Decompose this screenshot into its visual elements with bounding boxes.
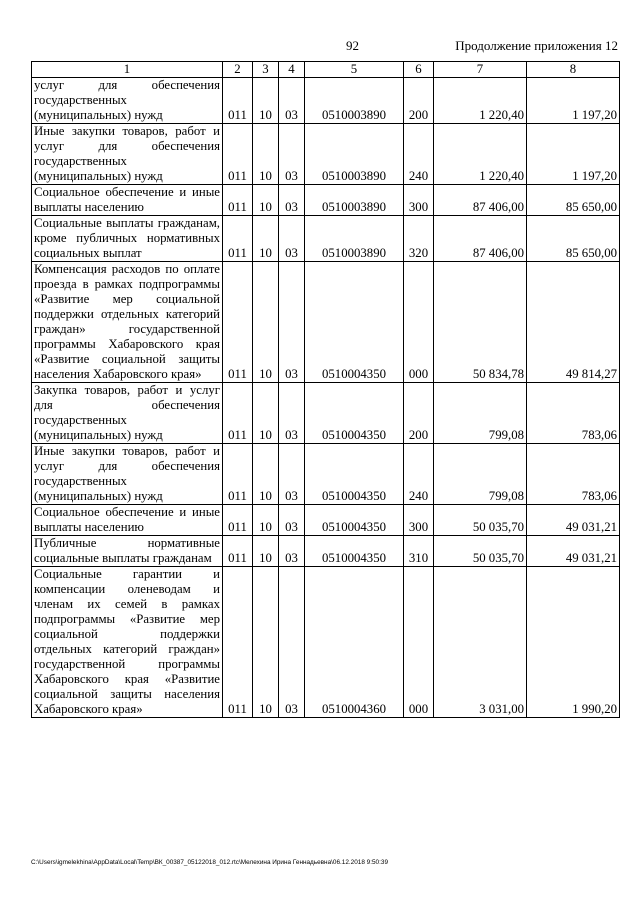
cell-section: 10 [253, 185, 279, 216]
row-name: услуг для обеспечения государственных (муниципальных) нужд [32, 78, 223, 124]
cell-target-article: 0510003890 [305, 216, 404, 262]
cell-expense-type: 300 [404, 185, 434, 216]
cell-admin-code: 011 [223, 536, 253, 567]
file-path-footer: C:\Users\igmelekhina\AppData\Local\Temp\ВК_00387_05122018_012.rtc\Мелехина Ирина Геннадьевна\06.12.2018 9:50:39 [31, 859, 388, 866]
cell-subsection: 03 [279, 124, 305, 185]
table-header-row [32, 62, 620, 78]
row-name: Социальные выплаты гражданам, кроме публичных нормативных социальных выплат [32, 216, 223, 262]
cell-expense-type: 240 [404, 444, 434, 505]
table-row [32, 383, 620, 444]
column-header: 8 [527, 62, 620, 78]
table-row [32, 216, 620, 262]
cell-amount-1: 799,08 [434, 444, 527, 505]
cell-admin-code: 011 [223, 185, 253, 216]
cell-amount-2: 783,06 [527, 383, 620, 444]
table-row [32, 262, 620, 383]
continuation-note: Продолжение приложения 12 [455, 38, 618, 53]
cell-section: 10 [253, 124, 279, 185]
row-name: Публичные нормативные социальные выплаты гражданам [32, 536, 223, 567]
cell-section: 10 [253, 567, 279, 718]
row-name: Закупка товаров, работ и услуг для обеспечения государственных (муниципальных) нужд [32, 383, 223, 444]
cell-expense-type: 200 [404, 383, 434, 444]
row-name: Социальные гарантии и компенсации оленеводам и членам их семей в рамках подпрограммы «Развитие мер социальной поддержки отдельных категорий граждан» государственной программы Хабаровского края «Развитие социальной защиты населения Хабаровского края» [32, 567, 223, 718]
cell-subsection: 03 [279, 505, 305, 536]
table-row [32, 505, 620, 536]
cell-amount-2: 49 031,21 [527, 505, 620, 536]
cell-subsection: 03 [279, 536, 305, 567]
table-row [32, 78, 620, 124]
cell-target-article: 0510003890 [305, 185, 404, 216]
cell-target-article: 0510003890 [305, 78, 404, 124]
cell-section: 10 [253, 383, 279, 444]
cell-amount-2: 85 650,00 [527, 216, 620, 262]
cell-subsection: 03 [279, 185, 305, 216]
table-row [32, 124, 620, 185]
table-row [32, 185, 620, 216]
cell-target-article: 0510004350 [305, 383, 404, 444]
cell-amount-2: 1 990,20 [527, 567, 620, 718]
cell-expense-type: 200 [404, 78, 434, 124]
cell-amount-1: 50 035,70 [434, 536, 527, 567]
cell-section: 10 [253, 216, 279, 262]
cell-amount-2: 1 197,20 [527, 78, 620, 124]
cell-subsection: 03 [279, 444, 305, 505]
table-row [32, 536, 620, 567]
cell-subsection: 03 [279, 78, 305, 124]
cell-target-article: 0510004350 [305, 505, 404, 536]
cell-admin-code: 011 [223, 505, 253, 536]
cell-amount-1: 87 406,00 [434, 185, 527, 216]
row-name: Социальное обеспечение и иные выплаты населению [32, 505, 223, 536]
cell-subsection: 03 [279, 216, 305, 262]
cell-section: 10 [253, 444, 279, 505]
cell-subsection: 03 [279, 383, 305, 444]
cell-amount-1: 799,08 [434, 383, 527, 444]
cell-admin-code: 011 [223, 124, 253, 185]
cell-amount-1: 1 220,40 [434, 124, 527, 185]
cell-expense-type: 000 [404, 262, 434, 383]
cell-subsection: 03 [279, 262, 305, 383]
cell-section: 10 [253, 536, 279, 567]
row-name: Компенсация расходов по оплате проезда в рамках подпрограммы «Развитие мер социальной поддержки отдельных категорий граждан» государственной программы Хабаровского края «Развитие социальной защиты населения Хабаровского края» [32, 262, 223, 383]
cell-expense-type: 000 [404, 567, 434, 718]
table-row [32, 444, 620, 505]
table-row [32, 567, 620, 718]
cell-amount-1: 50 834,78 [434, 262, 527, 383]
cell-target-article: 0510003890 [305, 124, 404, 185]
column-header: 5 [305, 62, 404, 78]
cell-section: 10 [253, 78, 279, 124]
cell-target-article: 0510004350 [305, 444, 404, 505]
cell-subsection: 03 [279, 567, 305, 718]
cell-amount-2: 1 197,20 [527, 124, 620, 185]
column-header: 3 [253, 62, 279, 78]
cell-expense-type: 300 [404, 505, 434, 536]
page-number: 92 [346, 38, 359, 53]
cell-section: 10 [253, 505, 279, 536]
column-header: 1 [32, 62, 223, 78]
column-header: 4 [279, 62, 305, 78]
cell-admin-code: 011 [223, 78, 253, 124]
cell-target-article: 0510004350 [305, 536, 404, 567]
cell-amount-1: 50 035,70 [434, 505, 527, 536]
cell-target-article: 0510004350 [305, 262, 404, 383]
row-name: Иные закупки товаров, работ и услуг для обеспечения государственных (муниципальных) нужд [32, 124, 223, 185]
cell-amount-2: 49 031,21 [527, 536, 620, 567]
cell-amount-1: 3 031,00 [434, 567, 527, 718]
cell-admin-code: 011 [223, 567, 253, 718]
row-name: Иные закупки товаров, работ и услуг для обеспечения государственных (муниципальных) нужд [32, 444, 223, 505]
cell-admin-code: 011 [223, 383, 253, 444]
cell-amount-1: 1 220,40 [434, 78, 527, 124]
cell-admin-code: 011 [223, 444, 253, 505]
cell-target-article: 0510004360 [305, 567, 404, 718]
cell-amount-2: 49 814,27 [527, 262, 620, 383]
cell-expense-type: 240 [404, 124, 434, 185]
cell-section: 10 [253, 262, 279, 383]
budget-table [31, 61, 620, 718]
cell-amount-1: 87 406,00 [434, 216, 527, 262]
column-header: 7 [434, 62, 527, 78]
cell-expense-type: 310 [404, 536, 434, 567]
cell-admin-code: 011 [223, 262, 253, 383]
column-header: 2 [223, 62, 253, 78]
cell-amount-2: 85 650,00 [527, 185, 620, 216]
cell-admin-code: 011 [223, 216, 253, 262]
cell-expense-type: 320 [404, 216, 434, 262]
row-name: Социальное обеспечение и иные выплаты населению [32, 185, 223, 216]
column-header: 6 [404, 62, 434, 78]
cell-amount-2: 783,06 [527, 444, 620, 505]
